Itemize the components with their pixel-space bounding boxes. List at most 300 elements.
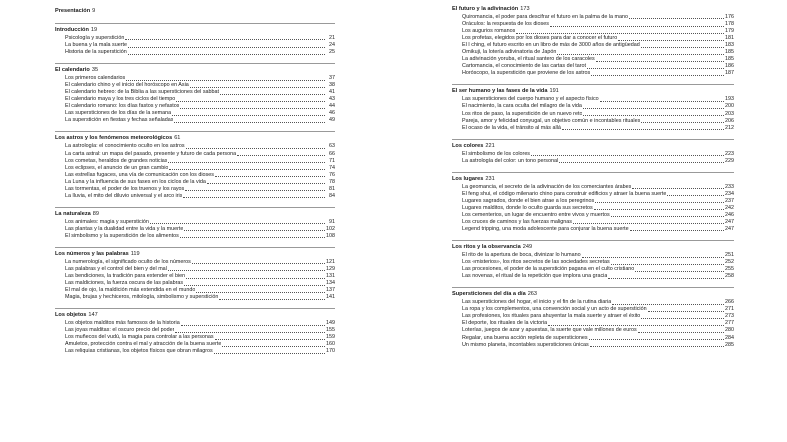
toc-entry (462, 35, 734, 42)
section-title-text: La naturaleza (55, 210, 91, 217)
entry-title: Quiromancia, el poder para descifrar el futuro en la palma de la mano (462, 14, 629, 20)
toc-entry (462, 252, 734, 259)
entry-title: Los profetas, elegidos por los dioses para dar a conocer el futuro (462, 35, 618, 42)
entry-page-number: 21 (329, 35, 335, 41)
entry-page-number: 181 (725, 35, 734, 42)
toc-entry (462, 184, 734, 191)
dot-leader (557, 54, 724, 55)
toc-entry (462, 191, 734, 198)
entry-title: Las supersticiones de los días de la semana (65, 110, 172, 117)
toc-section-el-ser-humano-y-las-fases-de-la-vida (452, 88, 734, 131)
entry-title: La adivinación yoruba, el ritual santero de los caracoles (462, 56, 595, 63)
toc-entry (462, 299, 734, 306)
entry-page-number: 170 (326, 348, 335, 355)
entry-page-number: 49 (329, 117, 335, 124)
dot-leader (168, 162, 325, 163)
toc-section-la-naturaleza (55, 211, 335, 240)
entry-title: El calendario romano: los días fastos y nefastos (65, 103, 180, 110)
dot-leader (175, 332, 325, 333)
toc-entry (462, 335, 734, 342)
toc-entry (462, 158, 734, 165)
toc-entry (65, 294, 335, 301)
toc-entry (462, 14, 734, 21)
entry-page-number: 38 (329, 82, 335, 89)
toc-section-presentacion (55, 8, 335, 16)
entry-title: Historia de la superstición (65, 49, 127, 56)
entry-page-number: 234 (725, 190, 734, 197)
entry-title: El deporte, los rituales de la victoria (462, 320, 548, 327)
section-title-text: Los números y las palabras (55, 250, 129, 257)
section-title-text: Presentación (55, 8, 91, 14)
dot-leader (183, 197, 325, 198)
toc-entry (462, 111, 734, 118)
section-page-number: 191 (549, 88, 559, 95)
toc-entry (65, 348, 335, 355)
toc-entry (65, 233, 335, 240)
entry-title: Las reliquias cristianas, los objetos físicos que obran milagros (65, 348, 213, 355)
dot-leader (190, 87, 325, 88)
toc-section-introduccion (55, 27, 335, 56)
entry-title: El ocaso de la vida, el tránsito al más allá (462, 124, 561, 131)
entry-page-number: 121 (326, 258, 335, 265)
entry-title: Lugares malditos, donde lo oculto guarda sus secretos (462, 204, 593, 211)
entry-title: Lugares sagrados, donde el bien atrae a los peregrinos (462, 197, 595, 204)
entry-page-number: 185 (725, 56, 734, 63)
entry-page-number: 66 (329, 150, 335, 157)
dot-leader (214, 353, 325, 354)
section-page-number: 231 (485, 175, 495, 182)
toc-entry (65, 219, 335, 226)
toc-section-supersticiones-del-dia-a-dia (452, 291, 734, 348)
dot-leader (641, 47, 724, 48)
entry-title: Los muñecos del vudú, la magia para controlar a las personas (65, 334, 214, 341)
entry-title: Los «misterios», los ritos secretos de las sociedades secretas (462, 259, 610, 266)
section-page-number: 89 (92, 210, 99, 217)
section-page-number: 35 (91, 67, 99, 74)
entry-page-number: 252 (725, 259, 734, 266)
toc-entry (462, 63, 734, 70)
entry-page-number: 141 (326, 294, 335, 301)
entry-title: Las tormentas, el poder de los truenos y los rayos (65, 185, 185, 192)
toc-entry (462, 70, 734, 77)
dot-leader (181, 325, 325, 326)
dot-leader (591, 75, 724, 76)
toc-entry (65, 280, 335, 287)
entry-page-number: 255 (725, 266, 734, 273)
dot-leader (641, 318, 724, 319)
dot-leader (667, 195, 724, 196)
section-divider (452, 84, 734, 85)
toc-right-column (452, 6, 734, 360)
entry-page-number: 193 (725, 96, 734, 103)
section-title-text: El futuro y la adivinación (452, 6, 519, 12)
entry-page-number: 223 (725, 150, 734, 157)
entry-title: Las supersticiones del cuerpo humano y el aspecto físico (462, 96, 599, 103)
entry-title: Cartomancia, el conocimiento de las cartas del tarot (462, 63, 587, 70)
dot-leader (172, 115, 325, 116)
toc-entry (462, 226, 734, 233)
dot-leader (641, 122, 724, 123)
toc-entry (462, 151, 734, 158)
section-title-text: Los colores (452, 142, 484, 149)
entry-page-number: 187 (725, 70, 734, 77)
toc-section-los-ritos-y-la-observancia (452, 244, 734, 280)
entry-page-number: 200 (725, 103, 734, 110)
entry-page-number: 266 (725, 299, 734, 306)
toc-section-los-lugares (452, 176, 734, 233)
section-divider (55, 23, 335, 24)
section-title-text: Introducción (55, 27, 89, 33)
entry-title: La carta astral: un mapa del pasado, presente y futuro de cada persona (65, 150, 237, 157)
dot-leader (611, 216, 724, 217)
toc-entry (462, 56, 734, 63)
entry-title: Los cometas, heraldos de grandes noticias (65, 157, 168, 164)
entry-title: Magia, brujas y hechiceros, mitología, simbolismo y superstición (65, 294, 219, 301)
entry-page-number: 76 (329, 171, 335, 178)
section-title-text: Los ritos y la observancia (452, 244, 521, 251)
entry-page-number: 186 (725, 63, 734, 70)
entry-title: Legend tripping, una moda adolescente para conjurar la buena suerte (462, 226, 629, 233)
entry-page-number: 285 (725, 341, 734, 348)
dot-leader (608, 278, 724, 279)
dot-leader (600, 101, 724, 102)
dot-leader (169, 169, 325, 170)
entry-page-number: 237 (725, 197, 734, 204)
entry-page-number: 74 (329, 164, 335, 171)
toc-entry (462, 219, 734, 226)
entry-title: Loterías, juegos de azar y apuestas, la suerte que vale millones de euros (462, 327, 637, 334)
toc-section-los-colores (452, 143, 734, 165)
toc-entry (65, 226, 335, 233)
dot-leader (128, 47, 325, 48)
toc-entry (462, 125, 734, 132)
entry-page-number: 44 (329, 103, 335, 110)
dot-leader (237, 155, 325, 156)
section-title (55, 67, 335, 75)
dot-leader (587, 68, 724, 69)
entry-page-number: 78 (329, 178, 335, 185)
toc-entry (65, 341, 335, 348)
entry-title: Los cruces de caminos y las fuerzas malignas (462, 218, 572, 225)
dot-leader (630, 230, 724, 231)
toc-entry (65, 287, 335, 294)
toc-entry (462, 198, 734, 205)
entry-page-number: 25 (329, 49, 335, 56)
entry-title: La astrología del color: un tono personal (462, 157, 559, 164)
entry-title: Omikuji, la lotería adivinatoria de Japón (462, 49, 557, 56)
entry-title: Las procesiones, el poder de la superstición pagana en el culto cristiano (462, 266, 635, 273)
entry-page-number: 203 (725, 110, 734, 117)
dot-leader (548, 325, 724, 326)
toc-entry (65, 320, 335, 327)
dot-leader (184, 285, 325, 286)
entry-title: Las bendiciones, la tradición para extender el bien (65, 273, 186, 280)
toc-entry (462, 96, 734, 103)
entry-page-number: 46 (329, 110, 335, 117)
toc-entry (65, 103, 335, 110)
dot-leader (192, 263, 325, 264)
entry-page-number: 134 (326, 280, 335, 287)
section-title-text: Los objetos (55, 312, 87, 319)
toc-entry (65, 42, 335, 49)
dot-leader (611, 264, 724, 265)
toc-entry (462, 320, 734, 327)
toc-entry (65, 158, 335, 165)
dot-leader (589, 339, 724, 340)
section-divider (452, 172, 734, 173)
toc-entry (462, 313, 734, 320)
entry-title: El calendario maya y los tres ciclos del tiempo (65, 96, 176, 103)
section-page-number: 147 (88, 312, 98, 319)
entry-title: La Luna y la influencia de sus fases en los ciclos de la vida (65, 178, 206, 185)
toc-entry (65, 172, 335, 179)
entry-page-number: 233 (725, 183, 734, 190)
entry-title: Las supersticiones del hogar, el inicio y el fin de la rutina diaria (462, 299, 612, 306)
section-title-text: Los lugares (452, 175, 484, 182)
entry-page-number: 108 (326, 232, 335, 239)
section-title (452, 176, 734, 184)
toc-entry (65, 110, 335, 117)
entry-page-number: 176 (725, 14, 734, 20)
toc-entry (65, 75, 335, 82)
entry-title: El mal de ojo, la maldición más extendida en el mundo (65, 287, 196, 294)
dot-leader (126, 80, 325, 81)
entry-title: El calendario hebreo: de la Biblia a las supersticiones del sabbat (65, 89, 220, 96)
section-page-number: 9 (92, 8, 96, 14)
entry-page-number: 179 (725, 28, 734, 35)
entry-title: Los ritos de paso, la superstición de un nuevo reto (462, 110, 583, 117)
entry-page-number: 273 (725, 313, 734, 320)
entry-page-number: 183 (725, 42, 734, 49)
entry-title: Las profesiones, los rituales para ahuyentar la mala suerte y atraer el éxito (462, 313, 641, 320)
dot-leader (185, 190, 325, 191)
entry-title: Oráculos: la respuesta de los dioses (462, 21, 549, 28)
toc-entry (65, 186, 335, 193)
entry-title: La superstición en fiestas y fechas señaladas (65, 117, 174, 124)
entry-title: La buena y la mala suerte (65, 42, 128, 49)
dot-leader (562, 129, 724, 130)
section-title (452, 6, 734, 14)
dot-leader (215, 339, 325, 340)
dot-leader (219, 299, 325, 300)
entry-page-number: 185 (725, 49, 734, 56)
dot-leader (573, 223, 724, 224)
entry-title: El simbolismo de los colores (462, 150, 531, 157)
entry-page-number: 91 (329, 218, 335, 225)
dot-leader (590, 346, 724, 347)
entry-title: Las estrellas fugaces, una vía de comunicación con los dioses (65, 171, 214, 178)
entry-page-number: 284 (725, 334, 734, 341)
entry-title: Las palabras y el control del bien y del mal (65, 266, 167, 273)
dot-leader (196, 292, 325, 293)
toc-entry (462, 259, 734, 266)
entry-page-number: 102 (326, 225, 335, 232)
dot-leader (618, 40, 724, 41)
section-title (452, 244, 734, 252)
toc-entry (65, 89, 335, 96)
dot-leader (638, 332, 724, 333)
entry-title: La lluvia, el mito del diluvio universal y el arco iris (65, 192, 183, 199)
entry-title: El feng shui, el código milenario chino para construir edificios y atraer la buena suerte (462, 190, 667, 197)
entry-page-number: 159 (326, 334, 335, 341)
dot-leader (207, 183, 325, 184)
entry-title: La geomancia, el secreto de la adivinación de los comerciantes árabes (462, 183, 632, 190)
entry-title: Horóscopo, la superstición que proviene de los astros (462, 70, 591, 77)
section-title (55, 211, 335, 219)
toc-entry (462, 21, 734, 28)
section-title (55, 251, 335, 259)
dot-leader (220, 94, 325, 95)
entry-title: Los augurios romanos (462, 28, 516, 35)
entry-title: El nacimiento, la cara oculta del milagro de la vida (462, 103, 582, 110)
toc-entry (65, 143, 335, 150)
toc-section-los-objetos (55, 312, 335, 355)
section-page-number: 173 (520, 6, 530, 12)
dot-leader (176, 101, 325, 102)
entry-title: La astrología: el conocimiento oculto en los astros (65, 143, 185, 150)
dot-leader (150, 223, 325, 224)
dot-leader (559, 162, 724, 163)
section-title (452, 88, 734, 96)
entry-page-number: 277 (725, 320, 734, 327)
entry-page-number: 81 (329, 185, 335, 192)
toc-entry (65, 82, 335, 89)
toc-entry (462, 103, 734, 110)
dot-leader (184, 230, 325, 231)
section-divider (55, 247, 335, 248)
entry-page-number: 247 (725, 218, 734, 225)
entry-page-number: 137 (326, 287, 335, 294)
dot-leader (596, 61, 724, 62)
section-title (55, 8, 335, 16)
section-title (55, 312, 335, 320)
section-divider (452, 139, 734, 140)
entry-page-number: 229 (725, 157, 734, 164)
entry-page-number: 84 (329, 192, 335, 199)
entry-page-number: 41 (329, 89, 335, 96)
entry-title: Pareja, amor y felicidad conyugal, un objetivo común e incontables rituales (462, 117, 641, 124)
dot-leader (186, 278, 325, 279)
section-divider (55, 207, 335, 208)
entry-page-number: 149 (326, 320, 335, 327)
dot-leader (186, 148, 325, 149)
entry-title: Las novenas, el ritual de la repetición que implora una gracia (462, 273, 608, 280)
entry-page-number: 37 (329, 75, 335, 82)
dot-leader (583, 108, 724, 109)
dot-leader (648, 311, 724, 312)
toc-section-el-calendario (55, 67, 335, 124)
toc-entry (65, 259, 335, 266)
dot-leader (583, 115, 724, 116)
toc-entry (65, 96, 335, 103)
toc-entry (462, 49, 734, 56)
toc-entry (65, 266, 335, 273)
entry-title: Las joyas malditas: el oscuro precio del poder (65, 327, 175, 334)
dot-leader (168, 270, 325, 271)
entry-title: El I ching, el futuro escrito en un libro de más de 3000 años de antigüedad (462, 42, 640, 49)
entry-page-number: 63 (329, 143, 335, 150)
toc-left-column (55, 8, 335, 367)
toc-entry (462, 118, 734, 125)
section-divider (55, 63, 335, 64)
dot-leader (174, 122, 325, 123)
entry-title: Amuletos, protección contra el mal y atracción de la buena suerte (65, 341, 222, 348)
entry-page-number: 247 (725, 226, 734, 233)
section-title-text: Supersticiones del día a día (452, 291, 526, 298)
entry-title: El rito de la apertura de boca, divinizar lo humano (462, 252, 581, 259)
section-page-number: 263 (527, 291, 538, 298)
entry-page-number: 160 (326, 341, 335, 348)
dot-leader (635, 271, 724, 272)
section-title (55, 135, 335, 143)
section-divider (55, 308, 335, 309)
entry-page-number: 251 (725, 252, 734, 259)
entry-page-number: 258 (725, 273, 734, 280)
section-page-number: 221 (485, 142, 495, 149)
toc-entry (462, 212, 734, 219)
toc-entry (462, 306, 734, 313)
dot-leader (128, 54, 325, 55)
section-page-number: 19 (90, 27, 98, 33)
entry-page-number: 129 (326, 266, 335, 273)
entry-title: Los animales: magia y superstición (65, 218, 149, 225)
dot-leader (594, 209, 724, 210)
dot-leader (612, 304, 724, 305)
toc-entry (65, 193, 335, 200)
entry-title: Las plantas y la dualidad entre la vida y la muerte (65, 225, 184, 232)
entry-title: Los objetos malditos más famosos de la historia (65, 320, 180, 327)
entry-title: Regalar, una buena acción repleta de supersticiones (462, 334, 588, 341)
entry-title: Psicología y superstición (65, 35, 125, 41)
section-title-text: El calendario (55, 67, 90, 74)
toc-entry (65, 35, 335, 42)
dot-leader (222, 346, 325, 347)
toc-entry (65, 151, 335, 158)
entry-title: Los cementerios, un lugar de encuentro entre vivos y muertos (462, 211, 610, 218)
dot-leader (632, 188, 724, 189)
toc-section-los-numeros-y-las-palabras (55, 251, 335, 301)
entry-title: La numerología, el significado oculto de los números (65, 258, 191, 265)
entry-page-number: 71 (329, 157, 335, 164)
entry-page-number: 178 (725, 21, 734, 28)
section-title (452, 143, 734, 151)
entry-page-number: 271 (725, 306, 734, 313)
entry-page-number: 24 (329, 42, 335, 49)
entry-title: Los primeros calendarios (65, 75, 126, 82)
entry-page-number: 155 (326, 327, 335, 334)
entry-page-number: 43 (329, 96, 335, 103)
section-title-text: Los astros y los fenómenos meteorológicos (55, 135, 173, 142)
dot-leader (595, 202, 724, 203)
entry-page-number: 212 (725, 124, 734, 131)
toc-entry (65, 273, 335, 280)
toc-entry (462, 42, 734, 49)
dot-leader (215, 176, 325, 177)
dot-leader (550, 26, 724, 27)
dot-leader (125, 39, 325, 40)
dot-leader (180, 108, 325, 109)
entry-page-number: 131 (326, 273, 335, 280)
section-page-number: 249 (522, 244, 533, 251)
toc-section-el-futuro-y-la-adivinacion (452, 6, 734, 77)
section-title-text: El ser humano y las fases de la vida (452, 88, 548, 95)
section-title (55, 27, 335, 35)
section-divider (452, 240, 734, 241)
section-title (452, 291, 734, 299)
section-page-number: 119 (130, 250, 140, 257)
toc-entry (462, 205, 734, 212)
toc-entry (65, 165, 335, 172)
